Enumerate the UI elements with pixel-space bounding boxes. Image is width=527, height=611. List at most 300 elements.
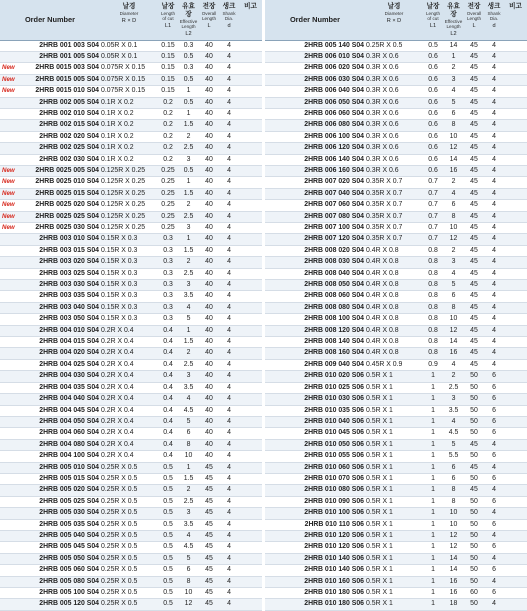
note-cell bbox=[239, 337, 262, 348]
order-number: 2HRB 003 050 S04 bbox=[39, 315, 99, 323]
diameter-cell: 0.125R X 0.25 bbox=[100, 223, 158, 234]
effective-length-cell: 1.5 bbox=[178, 473, 199, 484]
order-number-cell bbox=[265, 291, 365, 302]
order-number: 2HRB 002 010 S04 bbox=[39, 109, 99, 117]
diameter-cell: 0.15R X 0.3 bbox=[100, 280, 158, 291]
table-row bbox=[0, 211, 262, 222]
order-number: 2HRB 002 030 S04 bbox=[39, 155, 99, 163]
overall-length-cell: 45 bbox=[464, 291, 484, 302]
order-number: 2HRB 001 003 S04 bbox=[39, 41, 99, 49]
length-of-cut-cell: 1 bbox=[423, 371, 443, 382]
overall-length-cell: 40 bbox=[199, 211, 219, 222]
order-number-cell bbox=[0, 63, 100, 74]
diameter-cell: 0.5R X 1 bbox=[365, 462, 423, 473]
order-number: 2HRB 010 120 S06 bbox=[304, 543, 364, 551]
order-number-cell bbox=[265, 576, 365, 587]
effective-length-cell: 5 bbox=[443, 97, 464, 108]
note-cell bbox=[504, 302, 527, 313]
order-number-cell bbox=[265, 74, 365, 85]
diameter-cell: 0.125R X 0.25 bbox=[100, 188, 158, 199]
table-row bbox=[265, 302, 527, 313]
length-of-cut-cell: 0.8 bbox=[423, 337, 443, 348]
shank-dia-cell: 4 bbox=[484, 86, 504, 97]
note-cell bbox=[239, 223, 262, 234]
order-number: 2HRB 004 060 S04 bbox=[39, 429, 99, 437]
overall-length-cell: 45 bbox=[464, 314, 484, 325]
note-cell bbox=[504, 280, 527, 291]
length-of-cut-cell: 0.8 bbox=[423, 314, 443, 325]
table-row bbox=[265, 508, 527, 519]
diameter-cell: 0.3R X 0.6 bbox=[365, 165, 423, 176]
shank-dia-cell: 4 bbox=[219, 508, 239, 519]
effective-length-cell: 3 bbox=[443, 257, 464, 268]
length-of-cut-cell: 0.5 bbox=[158, 553, 178, 564]
note-cell bbox=[239, 86, 262, 97]
length-of-cut-cell: 0.6 bbox=[423, 97, 443, 108]
diameter-cell: 0.4R X 0.8 bbox=[365, 291, 423, 302]
effective-length-cell: 16 bbox=[443, 588, 464, 599]
order-number-cell bbox=[0, 485, 100, 496]
order-number: 2HRB 003 040 S04 bbox=[39, 303, 99, 311]
shank-dia-cell: 4 bbox=[484, 51, 504, 62]
diameter-cell: 0.5R X 1 bbox=[365, 530, 423, 541]
note-cell bbox=[504, 496, 527, 507]
diameter-cell: 0.25R X 0.5 bbox=[100, 473, 158, 484]
note-cell bbox=[239, 394, 262, 405]
shank-dia-cell: 4 bbox=[219, 165, 239, 176]
shank-dia-cell: 6 bbox=[484, 382, 504, 393]
length-of-cut-cell: 0.4 bbox=[158, 382, 178, 393]
order-number: 2HRB 010 050 S06 bbox=[304, 440, 364, 448]
note-cell bbox=[504, 325, 527, 336]
note-cell bbox=[239, 314, 262, 325]
order-number: 2HRB 010 100 S06 bbox=[304, 509, 364, 517]
diameter-cell: 0.5R X 1 bbox=[365, 371, 423, 382]
new-badge: New bbox=[2, 189, 15, 197]
overall-length-cell: 40 bbox=[199, 314, 219, 325]
table-row bbox=[265, 599, 527, 610]
overall-length-cell: 50 bbox=[464, 599, 484, 610]
length-of-cut-cell: 0.5 bbox=[158, 496, 178, 507]
note-cell bbox=[239, 97, 262, 108]
diameter-cell: 0.15R X 0.3 bbox=[100, 245, 158, 256]
diameter-cell: 0.4R X 0.8 bbox=[365, 245, 423, 256]
order-number: 2HRB 007 060 S04 bbox=[304, 201, 364, 209]
shank-dia-cell: 4 bbox=[484, 462, 504, 473]
length-of-cut-cell: 0.6 bbox=[423, 51, 443, 62]
order-number-cell bbox=[0, 416, 100, 427]
new-badge: New bbox=[2, 87, 15, 95]
length-of-cut-cell: 0.4 bbox=[158, 325, 178, 336]
overall-length-cell: 45 bbox=[464, 462, 484, 473]
order-number: 2HRB 004 045 S04 bbox=[39, 406, 99, 414]
length-of-cut-cell: 0.6 bbox=[423, 108, 443, 119]
diameter-cell: 0.35R X 0.7 bbox=[365, 234, 423, 245]
shank-dia-cell: 4 bbox=[484, 508, 504, 519]
order-number-cell bbox=[0, 291, 100, 302]
note-cell bbox=[239, 508, 262, 519]
order-number-cell bbox=[265, 154, 365, 165]
effective-length-cell: 5 bbox=[178, 416, 199, 427]
table-row bbox=[0, 394, 262, 405]
note-cell bbox=[504, 200, 527, 211]
order-number: 2HRB 010 070 S06 bbox=[304, 474, 364, 482]
header-length-of-cut: 날장 Length of cut L1 bbox=[158, 0, 178, 40]
diameter-cell: 0.2R X 0.4 bbox=[100, 371, 158, 382]
diameter-cell: 0.35R X 0.7 bbox=[365, 177, 423, 188]
shank-dia-cell: 4 bbox=[219, 485, 239, 496]
length-of-cut-cell: 0.7 bbox=[423, 223, 443, 234]
order-number: 2HRB 010 110 S06 bbox=[304, 520, 364, 528]
note-cell bbox=[504, 337, 527, 348]
diameter-cell: 0.2R X 0.4 bbox=[100, 382, 158, 393]
length-of-cut-cell: 1 bbox=[423, 576, 443, 587]
effective-length-cell: 12 bbox=[443, 542, 464, 553]
length-of-cut-cell: 0.6 bbox=[423, 86, 443, 97]
note-cell bbox=[504, 188, 527, 199]
length-of-cut-cell: 1 bbox=[423, 428, 443, 439]
order-number-cell bbox=[0, 496, 100, 507]
order-number-cell bbox=[0, 451, 100, 462]
length-of-cut-cell: 0.5 bbox=[158, 565, 178, 576]
order-number: 2HRB 007 040 S04 bbox=[304, 189, 364, 197]
note-cell bbox=[239, 291, 262, 302]
diameter-cell: 0.1R X 0.2 bbox=[100, 131, 158, 142]
overall-length-cell: 50 bbox=[464, 382, 484, 393]
order-number: 2HRB 007 100 S04 bbox=[304, 224, 364, 231]
length-of-cut-cell: 0.25 bbox=[158, 200, 178, 211]
note-cell bbox=[239, 359, 262, 370]
overall-length-cell: 40 bbox=[199, 63, 219, 74]
left-header-row bbox=[0, 0, 262, 40]
table-row bbox=[0, 428, 262, 439]
table-row bbox=[0, 188, 262, 199]
order-number-cell bbox=[265, 416, 365, 427]
header-order-number: Order Number bbox=[265, 0, 365, 40]
diameter-cell: 0.4R X 0.8 bbox=[365, 325, 423, 336]
diameter-cell: 0.25R X 0.5 bbox=[100, 565, 158, 576]
shank-dia-cell: 4 bbox=[219, 211, 239, 222]
overall-length-cell: 45 bbox=[464, 165, 484, 176]
order-number: 2HRB 007 020 S04 bbox=[304, 178, 364, 186]
order-number-cell bbox=[0, 280, 100, 291]
order-number-cell bbox=[0, 245, 100, 256]
order-number: 2HRB 008 060 S04 bbox=[304, 292, 364, 300]
shank-dia-cell: 4 bbox=[484, 553, 504, 564]
effective-length-cell: 6 bbox=[443, 108, 464, 119]
length-of-cut-cell: 0.7 bbox=[423, 234, 443, 245]
length-of-cut-cell: 1 bbox=[423, 416, 443, 427]
diameter-cell: 0.3R X 0.6 bbox=[365, 154, 423, 165]
table-row bbox=[265, 108, 527, 119]
effective-length-cell: 1 bbox=[178, 108, 199, 119]
overall-length-cell: 40 bbox=[199, 291, 219, 302]
diameter-cell: 0.2R X 0.4 bbox=[100, 451, 158, 462]
effective-length-cell: 3 bbox=[178, 508, 199, 519]
table-row bbox=[265, 223, 527, 234]
note-cell bbox=[504, 108, 527, 119]
table-row bbox=[265, 439, 527, 450]
shank-dia-cell: 4 bbox=[484, 280, 504, 291]
order-number: 2HRB 004 010 S04 bbox=[39, 326, 99, 334]
table-row bbox=[265, 348, 527, 359]
note-cell bbox=[239, 348, 262, 359]
new-badge: New bbox=[2, 212, 15, 220]
shank-dia-cell: 4 bbox=[484, 40, 504, 51]
effective-length-cell: 3 bbox=[443, 74, 464, 85]
table-row bbox=[265, 382, 527, 393]
order-number: 2HRB 005 020 S04 bbox=[39, 486, 99, 494]
diameter-cell: 0.5R X 1 bbox=[365, 451, 423, 462]
overall-length-cell: 50 bbox=[464, 519, 484, 530]
effective-length-cell: 3.5 bbox=[178, 519, 199, 530]
overall-length-cell: 45 bbox=[199, 576, 219, 587]
note-cell bbox=[239, 131, 262, 142]
overall-length-cell: 50 bbox=[464, 473, 484, 484]
table-row bbox=[265, 451, 527, 462]
header-note: 비고 bbox=[504, 0, 527, 40]
diameter-cell: 0.4R X 0.8 bbox=[365, 337, 423, 348]
diameter-cell: 0.25R X 0.5 bbox=[100, 553, 158, 564]
length-of-cut-cell: 0.7 bbox=[423, 188, 443, 199]
shank-dia-cell: 4 bbox=[484, 200, 504, 211]
effective-length-cell: 3.5 bbox=[178, 382, 199, 393]
note-cell bbox=[504, 576, 527, 587]
table-row bbox=[265, 120, 527, 131]
diameter-cell: 0.35R X 0.7 bbox=[365, 211, 423, 222]
shank-dia-cell: 4 bbox=[219, 553, 239, 564]
overall-length-cell: 40 bbox=[199, 268, 219, 279]
table-row bbox=[0, 565, 262, 576]
shank-dia-cell: 6 bbox=[484, 519, 504, 530]
length-of-cut-cell: 0.25 bbox=[158, 165, 178, 176]
shank-dia-cell: 4 bbox=[484, 576, 504, 587]
order-number-cell bbox=[0, 508, 100, 519]
order-number-cell bbox=[0, 108, 100, 119]
table-row bbox=[265, 588, 527, 599]
length-of-cut-cell: 0.3 bbox=[158, 314, 178, 325]
order-number-cell bbox=[265, 485, 365, 496]
order-number: 2HRB 0015 005 S04 bbox=[35, 75, 99, 83]
shank-dia-cell: 4 bbox=[219, 451, 239, 462]
order-number-cell bbox=[0, 223, 100, 234]
order-number: 2HRB 010 040 S06 bbox=[304, 417, 364, 425]
overall-length-cell: 45 bbox=[464, 223, 484, 234]
diameter-cell: 0.5R X 1 bbox=[365, 519, 423, 530]
order-number: 2HRB 0025 005 S04 bbox=[35, 166, 99, 174]
order-number-cell bbox=[0, 120, 100, 131]
shank-dia-cell: 4 bbox=[484, 268, 504, 279]
left-spec-table bbox=[0, 0, 262, 611]
note-cell bbox=[239, 576, 262, 587]
overall-length-cell: 45 bbox=[199, 565, 219, 576]
effective-length-cell: 4 bbox=[443, 268, 464, 279]
overall-length-cell: 45 bbox=[199, 542, 219, 553]
overall-length-cell: 40 bbox=[199, 200, 219, 211]
right-header-row bbox=[265, 0, 527, 40]
table-row bbox=[0, 530, 262, 541]
order-number-cell bbox=[265, 314, 365, 325]
diameter-cell: 0.1R X 0.2 bbox=[100, 120, 158, 131]
table-row bbox=[0, 508, 262, 519]
length-of-cut-cell: 0.2 bbox=[158, 108, 178, 119]
overall-length-cell: 50 bbox=[464, 508, 484, 519]
order-number: 2HRB 010 080 S06 bbox=[304, 486, 364, 494]
order-number-cell bbox=[0, 154, 100, 165]
order-number: 2HRB 005 030 S04 bbox=[39, 509, 99, 517]
diameter-cell: 0.5R X 1 bbox=[365, 405, 423, 416]
note-cell bbox=[239, 439, 262, 450]
order-number-cell bbox=[0, 428, 100, 439]
length-of-cut-cell: 0.4 bbox=[158, 337, 178, 348]
order-number: 2HRB 0025 030 S04 bbox=[35, 224, 99, 231]
diameter-cell: 0.2R X 0.4 bbox=[100, 325, 158, 336]
order-number: 2HRB 008 020 S04 bbox=[304, 246, 364, 254]
shank-dia-cell: 4 bbox=[484, 120, 504, 131]
order-number-cell bbox=[265, 108, 365, 119]
diameter-cell: 0.3R X 0.6 bbox=[365, 120, 423, 131]
note-cell bbox=[239, 405, 262, 416]
effective-length-cell: 2.5 bbox=[178, 143, 199, 154]
length-of-cut-cell: 0.7 bbox=[423, 177, 443, 188]
order-number-cell bbox=[0, 371, 100, 382]
length-of-cut-cell: 0.6 bbox=[423, 120, 443, 131]
effective-length-cell: 2 bbox=[178, 200, 199, 211]
effective-length-cell: 0.5 bbox=[178, 97, 199, 108]
diameter-cell: 0.25R X 0.5 bbox=[100, 462, 158, 473]
note-cell bbox=[504, 211, 527, 222]
order-number-cell bbox=[265, 223, 365, 234]
effective-length-cell: 10 bbox=[443, 519, 464, 530]
order-number-cell bbox=[0, 439, 100, 450]
length-of-cut-cell: 0.5 bbox=[158, 508, 178, 519]
table-row bbox=[0, 200, 262, 211]
length-of-cut-cell: 0.8 bbox=[423, 257, 443, 268]
note-cell bbox=[239, 416, 262, 427]
diameter-cell: 0.4R X 0.8 bbox=[365, 280, 423, 291]
diameter-cell: 0.3R X 0.6 bbox=[365, 97, 423, 108]
table-row bbox=[0, 599, 262, 610]
table-row bbox=[0, 177, 262, 188]
order-number-cell bbox=[0, 576, 100, 587]
order-number-cell bbox=[0, 473, 100, 484]
length-of-cut-cell: 0.4 bbox=[158, 371, 178, 382]
right-table-panel bbox=[265, 0, 527, 611]
order-number: 2HRB 003 015 S04 bbox=[39, 246, 99, 254]
effective-length-cell: 2.5 bbox=[178, 359, 199, 370]
table-row bbox=[0, 268, 262, 279]
length-of-cut-cell: 1 bbox=[423, 405, 443, 416]
overall-length-cell: 40 bbox=[199, 405, 219, 416]
header-shank-dia: 생크 Shank Dia. d bbox=[484, 0, 504, 40]
overall-length-cell: 45 bbox=[464, 234, 484, 245]
length-of-cut-cell: 0.2 bbox=[158, 154, 178, 165]
overall-length-cell: 45 bbox=[464, 63, 484, 74]
note-cell bbox=[239, 519, 262, 530]
note-cell bbox=[239, 542, 262, 553]
length-of-cut-cell: 0.8 bbox=[423, 325, 443, 336]
order-number-cell bbox=[265, 519, 365, 530]
effective-length-cell: 14 bbox=[443, 40, 464, 51]
shank-dia-cell: 4 bbox=[219, 40, 239, 51]
shank-dia-cell: 4 bbox=[484, 188, 504, 199]
overall-length-cell: 40 bbox=[199, 165, 219, 176]
length-of-cut-cell: 0.9 bbox=[423, 359, 443, 370]
new-badge: New bbox=[2, 166, 15, 174]
effective-length-cell: 18 bbox=[443, 599, 464, 610]
diameter-cell: 0.5R X 1 bbox=[365, 576, 423, 587]
shank-dia-cell: 4 bbox=[219, 200, 239, 211]
table-row bbox=[0, 302, 262, 313]
table-row bbox=[265, 542, 527, 553]
order-number: 2HRB 010 180 S06 bbox=[304, 600, 364, 608]
header-diameter: 날경 Diameter R × D bbox=[100, 0, 158, 40]
length-of-cut-cell: 0.15 bbox=[158, 40, 178, 51]
note-cell bbox=[504, 120, 527, 131]
order-number: 2HRB 005 060 S04 bbox=[39, 566, 99, 574]
effective-length-cell: 8 bbox=[443, 211, 464, 222]
new-badge: New bbox=[2, 64, 15, 72]
effective-length-cell: 2.5 bbox=[443, 382, 464, 393]
effective-length-cell: 16 bbox=[443, 165, 464, 176]
note-cell bbox=[239, 63, 262, 74]
shank-dia-cell: 4 bbox=[219, 154, 239, 165]
overall-length-cell: 40 bbox=[199, 143, 219, 154]
overall-length-cell: 40 bbox=[199, 223, 219, 234]
diameter-cell: 0.5R X 1 bbox=[365, 394, 423, 405]
shank-dia-cell: 4 bbox=[219, 108, 239, 119]
length-of-cut-cell: 0.6 bbox=[423, 165, 443, 176]
order-number-cell bbox=[265, 257, 365, 268]
shank-dia-cell: 4 bbox=[219, 97, 239, 108]
order-number: 2HRB 006 160 S04 bbox=[304, 166, 364, 174]
effective-length-cell: 10 bbox=[443, 314, 464, 325]
overall-length-cell: 45 bbox=[464, 131, 484, 142]
length-of-cut-cell: 0.8 bbox=[423, 245, 443, 256]
order-number-cell bbox=[265, 371, 365, 382]
note-cell bbox=[239, 268, 262, 279]
order-number-cell bbox=[0, 542, 100, 553]
length-of-cut-cell: 1 bbox=[423, 542, 443, 553]
table-row bbox=[0, 74, 262, 85]
effective-length-cell: 6 bbox=[443, 291, 464, 302]
length-of-cut-cell: 1 bbox=[423, 485, 443, 496]
shank-dia-cell: 4 bbox=[219, 234, 239, 245]
shank-dia-cell: 4 bbox=[484, 177, 504, 188]
note-cell bbox=[504, 462, 527, 473]
order-number: 2HRB 005 025 S04 bbox=[39, 497, 99, 505]
order-number-cell bbox=[265, 473, 365, 484]
diameter-cell: 0.5R X 1 bbox=[365, 428, 423, 439]
shank-dia-cell: 4 bbox=[219, 565, 239, 576]
shank-dia-cell: 4 bbox=[219, 51, 239, 62]
table-row bbox=[265, 257, 527, 268]
order-number: 2HRB 001 005 S04 bbox=[39, 52, 99, 60]
effective-length-cell: 2.5 bbox=[178, 496, 199, 507]
note-cell bbox=[239, 462, 262, 473]
overall-length-cell: 45 bbox=[199, 530, 219, 541]
table-row bbox=[265, 143, 527, 154]
table-row bbox=[265, 428, 527, 439]
overall-length-cell: 40 bbox=[199, 325, 219, 336]
order-number: 2HRB 010 090 S06 bbox=[304, 497, 364, 505]
right-spec-table bbox=[265, 0, 527, 611]
order-number-cell bbox=[0, 337, 100, 348]
note-cell bbox=[504, 74, 527, 85]
table-row bbox=[265, 553, 527, 564]
shank-dia-cell: 4 bbox=[219, 473, 239, 484]
note-cell bbox=[239, 496, 262, 507]
